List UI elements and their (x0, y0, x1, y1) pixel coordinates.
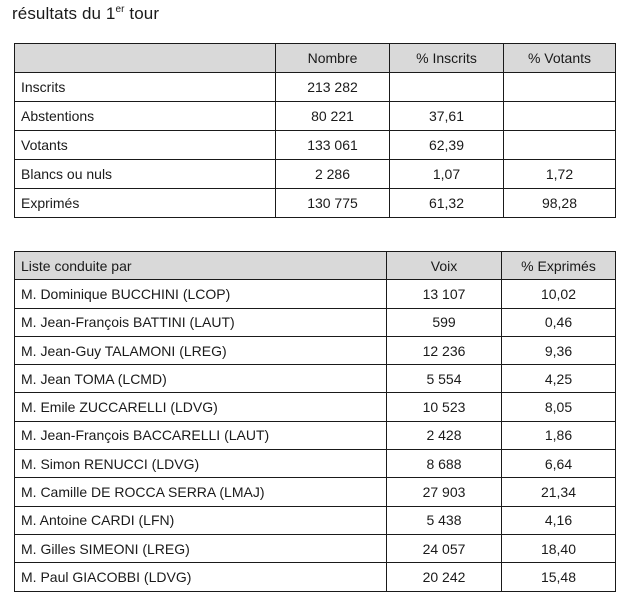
summary-body (15, 73, 616, 218)
summary-pct-inscrits: 61,32 (390, 189, 504, 218)
list-pct-exprimes: 21,34 (502, 478, 616, 506)
summary-header-row (15, 44, 616, 73)
list-pct-exprimes: 8,05 (502, 393, 616, 421)
lists-header-voix: Voix (387, 252, 502, 280)
list-voix: 24 057 (387, 534, 502, 562)
summary-header-blank (15, 44, 276, 73)
summary-pct-votants: 98,28 (504, 189, 616, 218)
summary-row (15, 73, 616, 102)
summary-label: Votants (15, 131, 276, 160)
list-row (15, 534, 616, 562)
list-row (15, 563, 616, 591)
summary-row (15, 160, 616, 189)
list-candidate: M. Jean TOMA (LCMD) (15, 365, 387, 393)
list-row (15, 365, 616, 393)
summary-nombre: 80 221 (276, 102, 390, 131)
list-voix: 5 554 (387, 365, 502, 393)
page-title (12, 4, 159, 24)
summary-label: Blancs ou nuls (15, 160, 276, 189)
list-candidate: M. Emile ZUCCARELLI (LDVG) (15, 393, 387, 421)
summary-header-nombre: Nombre (276, 44, 390, 73)
lists-body (15, 280, 616, 591)
summary-nombre: 133 061 (276, 131, 390, 160)
list-voix: 599 (387, 308, 502, 336)
list-pct-exprimes: 9,36 (502, 336, 616, 364)
title-suffix: tour (124, 4, 160, 23)
summary-pct-votants (504, 73, 616, 102)
summary-pct-inscrits: 37,61 (390, 102, 504, 131)
lists-header-row (15, 252, 616, 280)
lists-table (14, 251, 616, 592)
list-candidate: M. Gilles SIMEONI (LREG) (15, 534, 387, 562)
summary-pct-inscrits (390, 73, 504, 102)
summary-header-inscrits: % Inscrits (390, 44, 504, 73)
summary-label: Exprimés (15, 189, 276, 218)
list-candidate: M. Camille DE ROCCA SERRA (LMAJ) (15, 478, 387, 506)
summary-pct-votants: 1,72 (504, 160, 616, 189)
list-pct-exprimes: 18,40 (502, 534, 616, 562)
summary-row (15, 189, 616, 218)
title-text: résultats du 1 (12, 4, 116, 23)
list-voix: 27 903 (387, 478, 502, 506)
list-voix: 8 688 (387, 450, 502, 478)
list-candidate: M. Jean-François BACCARELLI (LAUT) (15, 421, 387, 449)
summary-pct-votants (504, 102, 616, 131)
list-voix: 2 428 (387, 421, 502, 449)
summary-nombre: 2 286 (276, 160, 390, 189)
list-voix: 10 523 (387, 393, 502, 421)
list-row (15, 478, 616, 506)
summary-label: Inscrits (15, 73, 276, 102)
list-row (15, 308, 616, 336)
summary-pct-votants (504, 131, 616, 160)
summary-row (15, 102, 616, 131)
list-candidate: M. Dominique BUCCHINI (LCOP) (15, 280, 387, 308)
list-candidate: M. Jean-François BATTINI (LAUT) (15, 308, 387, 336)
list-row (15, 336, 616, 364)
list-row (15, 450, 616, 478)
list-pct-exprimes: 0,46 (502, 308, 616, 336)
summary-pct-inscrits: 1,07 (390, 160, 504, 189)
list-voix: 5 438 (387, 506, 502, 534)
lists-header-name: Liste conduite par (15, 252, 387, 280)
summary-nombre: 213 282 (276, 73, 390, 102)
list-voix: 13 107 (387, 280, 502, 308)
list-pct-exprimes: 10,02 (502, 280, 616, 308)
lists-header-pct: % Exprimés (502, 252, 616, 280)
list-candidate: M. Simon RENUCCI (LDVG) (15, 450, 387, 478)
list-pct-exprimes: 15,48 (502, 563, 616, 591)
list-pct-exprimes: 4,16 (502, 506, 616, 534)
summary-table (14, 43, 616, 218)
summary-label: Abstentions (15, 102, 276, 131)
list-voix: 12 236 (387, 336, 502, 364)
summary-nombre: 130 775 (276, 189, 390, 218)
list-candidate: M. Jean-Guy TALAMONI (LREG) (15, 336, 387, 364)
summary-pct-inscrits: 62,39 (390, 131, 504, 160)
list-row (15, 280, 616, 308)
list-pct-exprimes: 1,86 (502, 421, 616, 449)
summary-header-votants: % Votants (504, 44, 616, 73)
list-voix: 20 242 (387, 563, 502, 591)
list-pct-exprimes: 4,25 (502, 365, 616, 393)
title-superscript: er (115, 4, 125, 15)
summary-row (15, 131, 616, 160)
list-candidate: M. Antoine CARDI (LFN) (15, 506, 387, 534)
list-row (15, 393, 616, 421)
list-pct-exprimes: 6,64 (502, 450, 616, 478)
list-candidate: M. Paul GIACOBBI (LDVG) (15, 563, 387, 591)
list-row (15, 421, 616, 449)
list-row (15, 506, 616, 534)
